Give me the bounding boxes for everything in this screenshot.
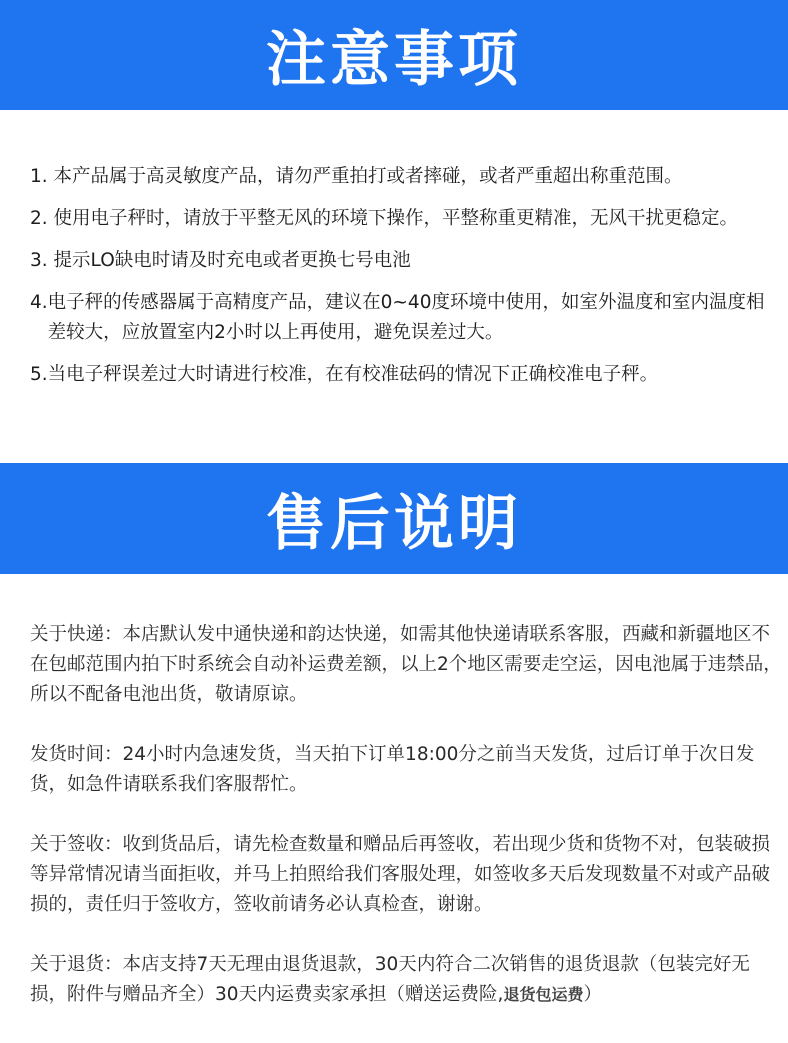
notice-number: 1. (30, 166, 54, 187)
aftersales-section (30, 620, 782, 1040)
notice-number: 3. (30, 250, 54, 271)
notice-number: 4. (30, 292, 48, 313)
aftersales-title: 售后说明 (266, 488, 522, 559)
notice-item-3 (30, 246, 780, 276)
notice-text: 电子秤的传感器属于高精度产品，建议在0~40度环境中使用，如室外温度和室内温度相差较大，应放置室内2小时以上再使用，避免误差过大。 (47, 292, 765, 343)
aftersales-banner (0, 463, 788, 574)
notice-item-2 (30, 204, 780, 234)
notice-banner (0, 0, 788, 110)
notice-text: 当电子秤误差过大时请进行校准，在有校准砝码的情况下正确校准电子秤。 (47, 364, 659, 385)
notice-text: 使用电子秤时，请放于平整无风的环境下操作，平整称重更精准，无风干扰更稳定。 (53, 208, 739, 229)
express-paragraph: 关于快递：本店默认发中通快递和韵达快递，如需其他快递请联系客服，西藏和新疆地区不在包邮范围内拍下时系统会自动补运费差额，以上2个地区需要走空运，因电池属于违禁品，所以不配备电池出货，敬请原谅。 (30, 624, 782, 705)
notice-text: 本产品属于高灵敏度产品，请勿严重拍打或者摔碰，或者严重超出称重范围。 (53, 166, 683, 187)
return-bold-text: 退货包运费 (503, 985, 584, 1004)
notice-text: 提示LO缺电时请及时充电或者更换七号电池 (53, 250, 411, 271)
notice-title: 注意事项 (266, 25, 522, 95)
sign-paragraph: 关于签收：收到货品后，请先检查数量和赠品后再签收，若出现少货和货物不对，包装破损等异常情况请当面拒收，并马上拍照给我们客服处理，如签收多天后发现数量不对或产品破损的，责任归于签收方，签收前请务必认真检查，谢谢。 (30, 834, 771, 915)
notice-list (30, 162, 780, 402)
return-paragraph (30, 950, 782, 1010)
notice-number: 5. (30, 364, 48, 385)
notice-item-4 (30, 288, 780, 348)
return-text: 关于退货：本店支持7天无理由退货退款，30天内符合二次销售的退货退款（包装完好无损，附件与赠品齐全）30天内运费卖家承担（赠送运费险, (30, 954, 750, 1005)
notice-item-5 (30, 360, 780, 390)
notice-item-1 (30, 162, 780, 192)
shipping-paragraph: 发货时间：24小时内急速发货，当天拍下订单18:00分之前当天发货，过后订单于次日发货，如急件请联系我们客服帮忙。 (30, 744, 755, 795)
return-end-text: ） (583, 984, 602, 1005)
notice-number: 2. (30, 208, 54, 229)
